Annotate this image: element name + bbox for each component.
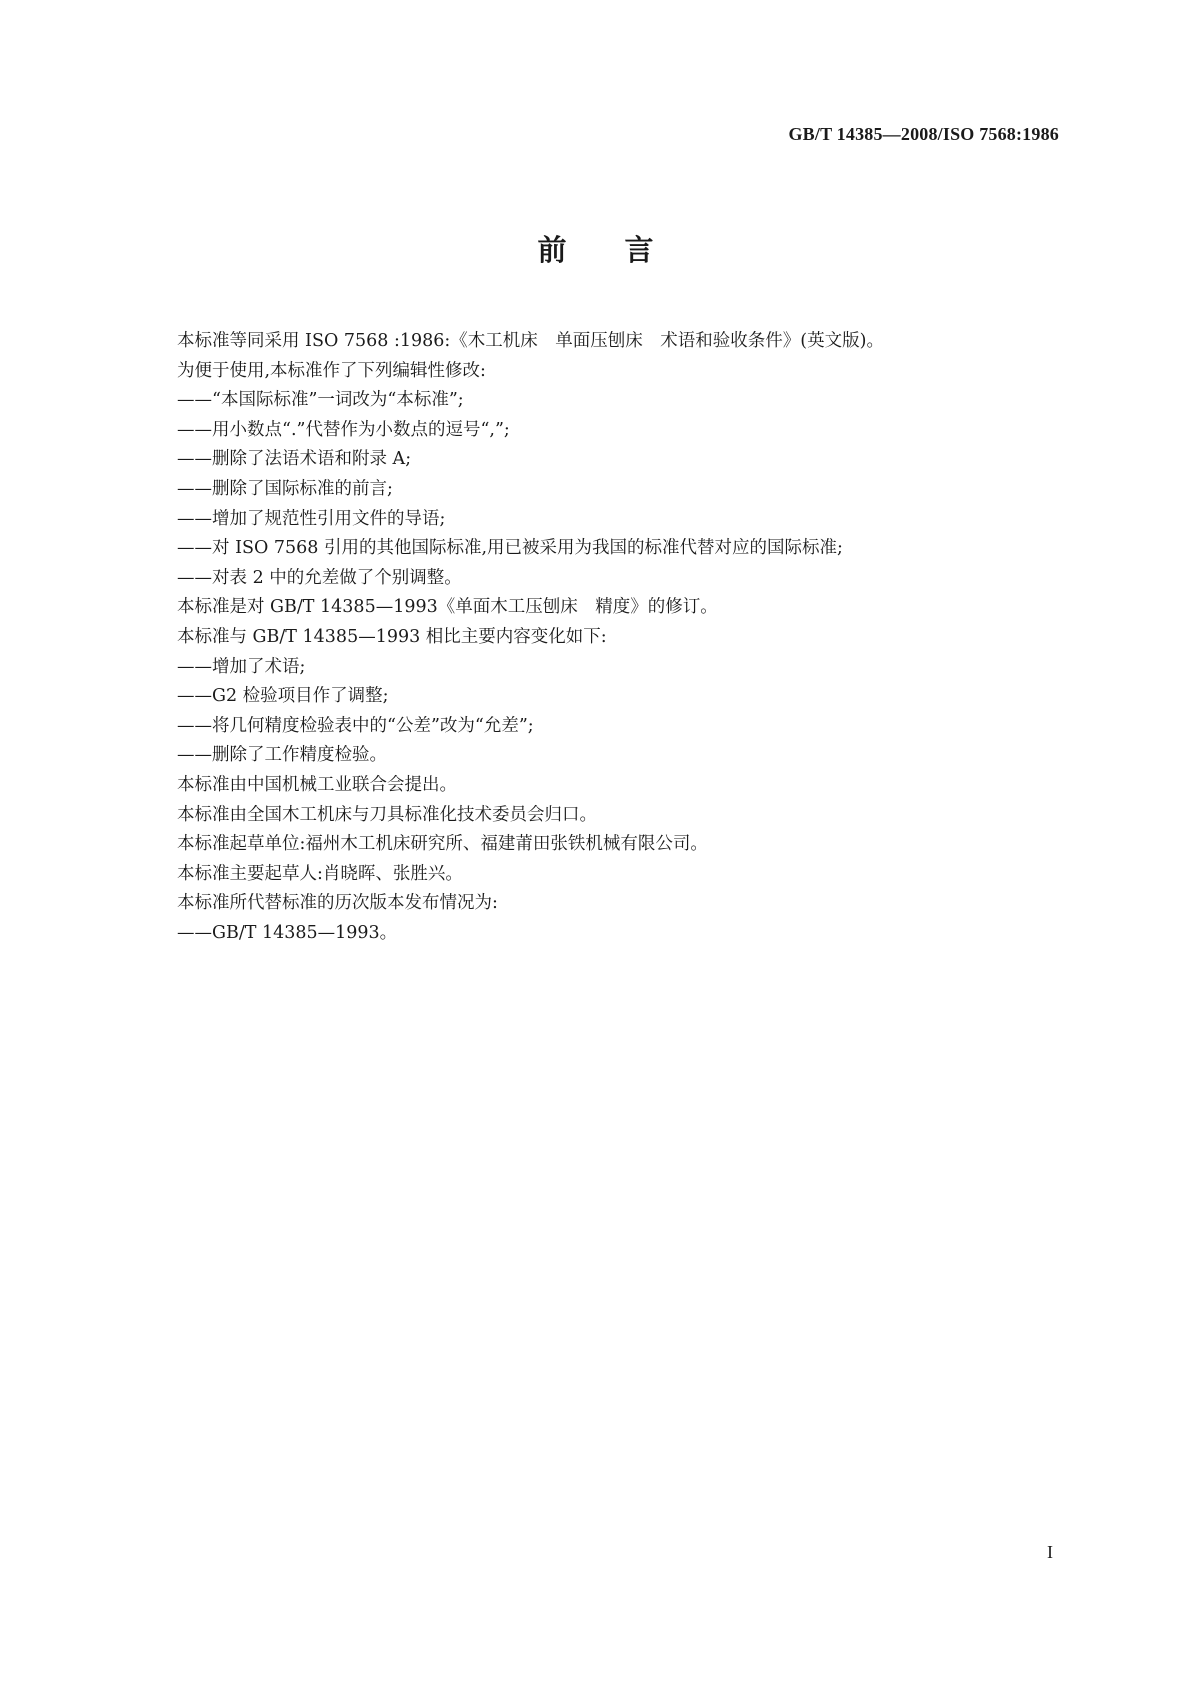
preface-line: ——增加了术语; [177,656,306,677]
page-number: I [1047,1542,1053,1562]
preface-line: 本标准等同采用 ISO 7568 :1986:《木工机床 单面压刨床 术语和验收条件》(英文版)。 [177,331,884,351]
preface-line: ——“本国际标准”一词改为“本标准”; [177,390,464,411]
preface-body [177,327,1077,948]
page-title: 前言 [537,233,712,267]
preface-line: 本标准与 GB/T 14385—1993 相比主要内容变化如下: [177,626,607,647]
preface-line: 本标准是对 GB/T 14385—1993《单面木工压刨床 精度》的修订。 [177,597,718,618]
standard-number-header: GB/T 14385—2008/ISO 7568:1986 [788,124,1059,144]
preface-line: 本标准由全国木工机床与刀具标准化技术委员会归口。 [177,804,597,825]
preface-line: ——GB/T 14385—1993。 [177,922,398,943]
preface-line: ——删除了工作精度检验。 [177,745,387,766]
preface-line: ——将几何精度检验表中的“公差”改为“允差”; [177,715,534,736]
preface-line: ——用小数点“.”代替作为小数点的逗号“,”; [177,419,510,440]
preface-line: ——删除了国际标准的前言; [177,478,393,499]
preface-line: ——对表 2 中的允差做了个别调整。 [177,567,462,588]
preface-line: ——增加了规范性引用文件的导语; [177,508,446,529]
preface-line: ——删除了法语术语和附录 A; [177,449,412,470]
preface-line: 本标准主要起草人:肖晓晖、张胜兴。 [177,863,463,884]
preface-line: 为便于使用,本标准作了下列编辑性修改: [177,360,486,381]
preface-line: 本标准由中国机械工业联合会提出。 [177,774,457,795]
preface-line: ——G2 检验项目作了调整; [177,686,389,707]
preface-line: 本标准所代替标准的历次版本发布情况为: [177,893,498,914]
preface-line: 本标准起草单位:福州木工机床研究所、福建莆田张铁机械有限公司。 [177,834,708,855]
preface-line: ——对 ISO 7568 引用的其他国际标准,用已被采用为我国的标准代替对应的国际标准; [177,538,843,559]
